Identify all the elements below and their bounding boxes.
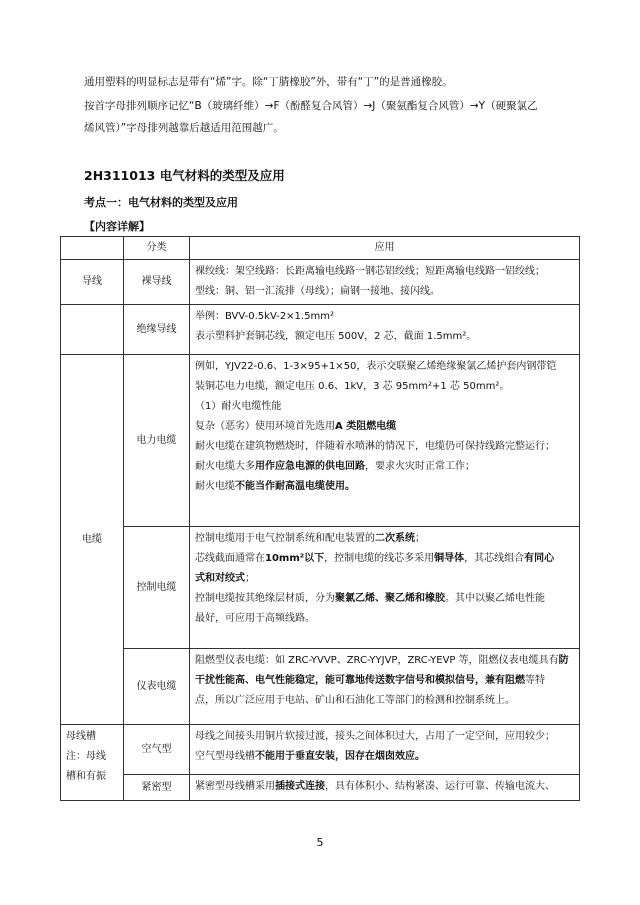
text-line [195, 589, 574, 609]
app-cell-power [190, 355, 580, 527]
text-span: 等特 [525, 675, 545, 686]
category-cell-air: 空气型 [124, 725, 190, 775]
table-header-row [61, 237, 580, 260]
table-row [61, 527, 580, 649]
text-span: ； [415, 533, 425, 544]
app-cell-air [190, 725, 580, 775]
text-span: ，控制电缆的线芯多采用 [324, 553, 435, 564]
text-span: 耐火电缆大多 [195, 461, 255, 472]
bold-text: 10mm²以下 [265, 553, 325, 564]
text-line: 槽和有振 [66, 771, 106, 782]
bold-text: 插接式连接 [275, 781, 325, 792]
text-line: 母线之间接头用铜片软接过渡，接头之间体积过大，占用了一定空间，应用较少； [195, 731, 555, 742]
category-cell-tight: 紧密型 [124, 775, 190, 801]
category-cell-control: 控制电缆 [124, 527, 190, 649]
text-line: 点，所以广泛应用于电站、矿山和石油化工等部门的检测和控制系统上。 [195, 695, 515, 706]
category-cell-insulated: 绝缘导线 [124, 305, 190, 355]
category-cell-power: 电力电缆 [124, 355, 190, 527]
bold-text: A 类阻燃电缆 [335, 421, 397, 432]
bold-text: 不能用于垂直安装，因存在烟囱效应。 [255, 751, 425, 762]
app-cell-bare [190, 260, 580, 305]
section-title: 2H311013 电气材料的类型及应用 [84, 168, 285, 183]
page-number: 5 [316, 836, 324, 849]
bold-text: 用作应急电源的供电回路 [255, 461, 365, 472]
bold-text: 式和对绞式 [195, 573, 245, 584]
text-line [195, 529, 574, 549]
text-line [195, 671, 574, 691]
text-span: 紧密型母线槽采用 [195, 781, 275, 792]
app-cell-control [190, 527, 580, 649]
bold-text: 铜导体 [434, 553, 465, 564]
app-cell-insulated [190, 305, 580, 355]
text-line: 举例：BVV-0.5kV-2×1.5mm² [195, 311, 334, 322]
group-cell-daoxian: 导线 [61, 260, 124, 305]
text-line [195, 549, 574, 569]
electrical-materials-table [60, 236, 580, 801]
text-span: 复杂（恶劣）使用环境首先选用 [195, 421, 335, 432]
text-line [195, 457, 574, 477]
text-span: ，具有体积小、结构紧凑、运行可靠、传输电流大、 [325, 781, 555, 792]
group-cell-empty [61, 305, 124, 355]
group-cell-dianlan: 电缆 [61, 355, 124, 725]
table-row [61, 725, 580, 775]
text-span: ，其芯线组合 [464, 553, 525, 564]
point-title: 考点一：电气材料的类型及应用 [84, 196, 238, 209]
intro-line-1: 通用塑料的明显标志是带有“烯”字。除“丁腈橡胶”外，带有“丁”的是普通橡胶。 [84, 76, 453, 88]
text-span: 控制电缆按其绝缘层材质，分为 [195, 593, 335, 604]
bold-text: 不能当作耐高温电缆使用。 [235, 481, 355, 492]
text-span: 耐火电缆 [195, 481, 235, 492]
text-span: 控制电缆用于电气控制系统和配电装置的 [195, 533, 375, 544]
text-line [195, 651, 574, 671]
app-cell-tight [190, 775, 580, 801]
bold-text: 二次系统 [375, 533, 415, 544]
text-span: 芯线截面通常在 [195, 553, 265, 564]
text-line: 裸绞线：架空线路：长距离输电线路一钢芯铝绞线；短距离输电线路一铝绞线； [195, 266, 545, 277]
category-cell-bare: 裸导线 [124, 260, 190, 305]
text-line: 最好，可应用于高频线路。 [195, 613, 315, 624]
text-line [195, 569, 574, 589]
header-cell-application: 应用 [190, 237, 580, 260]
text-span: 阻燃型仪表电缆：如 ZRC-YVVP、ZRC-YYJVP，ZRC-YEVP 等，阻燃仪表电缆具有 [195, 655, 559, 666]
text-line: （1）耐火电缆性能 [195, 401, 282, 412]
header-cell-blank [61, 237, 124, 260]
bold-text: 干扰性能高、电气性能稳定，能可靠地传送数字信号和模拟信号，兼有阻燃 [195, 675, 525, 686]
text-span: 。其中以聚乙烯电性能 [445, 593, 545, 604]
bold-text: 聚氯乙烯、聚乙烯和橡胶 [335, 593, 445, 604]
text-line: 例如，YJV22-0.6、1-3×95+1×50，表示交联聚乙烯绝缘聚氯乙烯护套内钢带铠 [195, 361, 557, 372]
table-row [61, 775, 580, 801]
bold-text: 防 [558, 655, 569, 666]
text-line: 母线槽 [66, 731, 96, 742]
app-cell-instrument [190, 649, 580, 725]
table-row [61, 649, 580, 725]
table-row [61, 305, 580, 355]
table-row [61, 260, 580, 305]
text-line: 装铜芯电力电缆，额定电压 0.6、1kV，3 芯 95mm²+1 芯 50mm²。 [195, 381, 510, 392]
detail-title: 【内容详解】 [84, 220, 150, 233]
intro-line-2: 按首字母排列顺序记忆“B（玻璃纤维）→F（酚醛复合风管）→J（聚氨酯复合风管）→Y（硬聚氯乙 [84, 100, 538, 112]
text-line [195, 477, 574, 497]
text-line: 表示塑料护套铜芯线，额定电压 500V，2 芯，截面 1.5mm²。 [195, 331, 477, 342]
text-line [195, 777, 574, 797]
header-cell-category: 分类 [124, 237, 190, 260]
bold-text: 有同心 [524, 553, 555, 564]
text-line: 型线：铜、铝一汇流排（母线）；扁钢一接地、接闪线。 [195, 286, 440, 297]
text-span: 空气型母线槽 [195, 751, 255, 762]
text-span: ； [245, 573, 255, 584]
text-line: 耐火电缆在建筑物燃烧时，伴随着水喷淋的情况下，电缆仍可保持线路完整运行； [195, 441, 555, 452]
text-line [195, 417, 574, 437]
category-cell-instrument: 仪表电缆 [124, 649, 190, 725]
text-line [195, 747, 574, 767]
text-span: ，要求火灾时正常工作； [365, 461, 475, 472]
intro-line-3: 烯风管）”字母排列越靠后越适用范围越广。 [84, 122, 284, 134]
text-line: 注：母线 [66, 751, 106, 762]
table-row [61, 355, 580, 527]
group-cell-muxiancao [61, 725, 124, 801]
